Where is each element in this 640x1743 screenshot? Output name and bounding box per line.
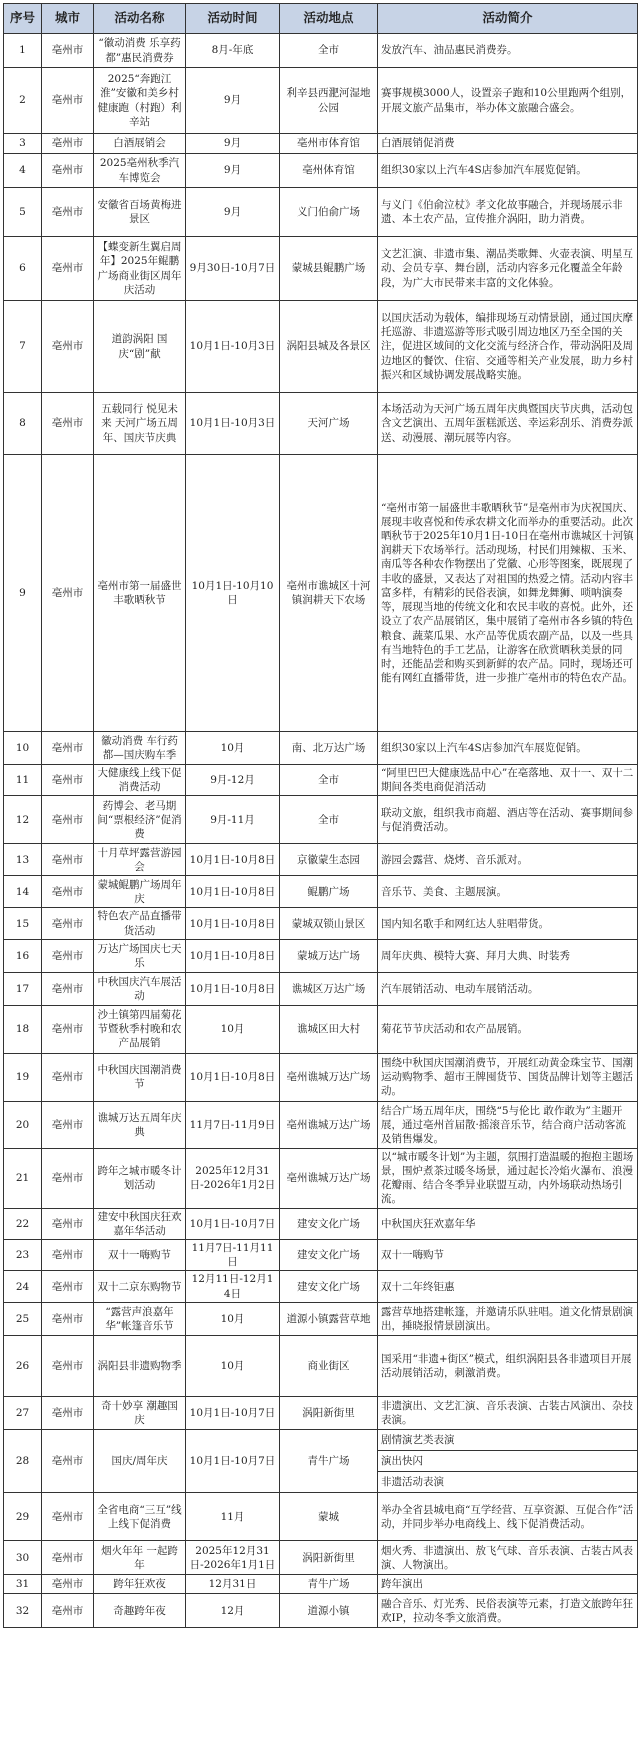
cell-city: 亳州市	[42, 1594, 94, 1628]
cell-time: 11月7日-11月9日	[186, 1101, 280, 1148]
cell-city: 亳州市	[42, 765, 94, 796]
cell-desc: 围绕中秋国庆国潮消费节，开展红动黄金珠宝节、国潮运动购物季、超市王牌囤货节、国货品牌计划等主题活动。	[378, 1053, 638, 1101]
cell-name: 白酒展销会	[94, 134, 186, 154]
cell-place: 涡阳新街里	[280, 1396, 378, 1429]
cell-time: 10月1日-10月7日	[186, 1429, 280, 1493]
cell-name: 安徽省百场黄梅进景区	[94, 188, 186, 237]
cell-city: 亳州市	[42, 1575, 94, 1594]
cell-desc: 音乐节、美食、主题展演。	[378, 876, 638, 908]
cell-place: 青牛广场	[280, 1429, 378, 1493]
cell-name: 谯城万达五周年庆典	[94, 1101, 186, 1148]
cell-name: 建安中秋国庆狂欢嘉年华活动	[94, 1208, 186, 1239]
cell-time: 12月	[186, 1594, 280, 1628]
cell-no: 2	[4, 68, 42, 134]
table-row	[4, 1208, 638, 1239]
cell-name: 道韵涡阳 国庆“剧”献	[94, 301, 186, 393]
cell-city: 亳州市	[42, 1396, 94, 1429]
cell-desc: 菊花节节庆活动和农产品展销。	[378, 1005, 638, 1053]
cell-desc: 中秋国庆狂欢嘉年华	[378, 1208, 638, 1239]
cell-city: 亳州市	[42, 455, 94, 732]
cell-no: 15	[4, 908, 42, 939]
cell-desc: 周年庆典、模特大赛、拜月大典、时装秀	[378, 939, 638, 972]
cell-desc: 本场活动为天河广场五周年庆典暨国庆节庆典，活动包含文艺演出、五周年蛋糕派送、幸运彩刮乐、消费券派送、动漫展、潮玩展等内容。	[378, 393, 638, 455]
cell-time: 12月31日	[186, 1575, 280, 1594]
cell-city: 亳州市	[42, 732, 94, 765]
header-place: 活动地点	[280, 4, 378, 34]
cell-time: 11月	[186, 1493, 280, 1541]
cell-time: 9月	[186, 154, 280, 188]
table-row	[4, 1541, 638, 1575]
cell-no: 21	[4, 1148, 42, 1208]
cell-no: 3	[4, 134, 42, 154]
cell-city: 亳州市	[42, 34, 94, 68]
cell-no: 24	[4, 1271, 42, 1302]
cell-desc: 举办全省县城电商“互学经营、互享资源、互促合作”活动，并同步举办电商线上、线下促消费活动。	[378, 1493, 638, 1541]
cell-place: 建安文化广场	[280, 1208, 378, 1239]
cell-city: 亳州市	[42, 1053, 94, 1101]
cell-time: 10月1日-10月7日	[186, 1396, 280, 1429]
cell-desc: 组织30家以上汽车4S店参加汽车展览促销。	[378, 732, 638, 765]
table-row	[4, 455, 638, 732]
cell-city: 亳州市	[42, 1335, 94, 1396]
cell-no: 5	[4, 188, 42, 237]
cell-desc: “阿里巴巴大健康选品中心”在亳落地、双十一、双十二期间各类电商促消活动	[378, 765, 638, 796]
cell-time: 2025年12月31日-2026年1月2日	[186, 1148, 280, 1208]
cell-desc: 双十一嗨购节	[378, 1240, 638, 1271]
cell-place: 谯城区万达广场	[280, 972, 378, 1005]
cell-no: 12	[4, 796, 42, 844]
cell-name: 2025亳州秋季汽车博览会	[94, 154, 186, 188]
header-name: 活动名称	[94, 4, 186, 34]
cell-city: 亳州市	[42, 68, 94, 134]
cell-city: 亳州市	[42, 972, 94, 1005]
table-row	[4, 908, 638, 939]
table-row	[4, 1335, 638, 1396]
cell-time: 12月11日-12月14日	[186, 1271, 280, 1302]
cell-place: 蒙城县鲲鹏广场	[280, 237, 378, 301]
cell-name: 大健康线上线下促消费活动	[94, 765, 186, 796]
cell-no: 27	[4, 1396, 42, 1429]
cell-no: 13	[4, 844, 42, 876]
cell-no: 7	[4, 301, 42, 393]
cell-name: 跨年狂欢夜	[94, 1575, 186, 1594]
cell-city: 亳州市	[42, 1493, 94, 1541]
cell-place: 亳州谯城万达广场	[280, 1101, 378, 1148]
cell-time: 10月1日-10月10日	[186, 455, 280, 732]
cell-name: 十月草坪露营游园会	[94, 844, 186, 876]
table-row	[4, 34, 638, 68]
cell-name: 万达广场国庆七天乐	[94, 939, 186, 972]
table-row	[4, 1594, 638, 1628]
cell-city: 亳州市	[42, 876, 94, 908]
cell-place: 天河广场	[280, 393, 378, 455]
cell-desc: 发放汽车、油品惠民消费券。	[378, 34, 638, 68]
cell-place: 利辛县西淝河湿地公园	[280, 68, 378, 134]
cell-desc: 以国庆活动为载体，编排现场互动情景剧，通过国庆摩托巡游、非遗巡游等形式吸引周边地区乃至全国的关注，促进区域间的文化交流与经济合作，带动涡阳及周边地区的餐饮、住宿、交通等相关产业发展，助力乡村振兴和区域协调发展战略实施。	[378, 301, 638, 393]
cell-name: 中秋国庆国潮消费节	[94, 1053, 186, 1101]
cell-time: 9月	[186, 134, 280, 154]
cell-no: 31	[4, 1575, 42, 1594]
cell-place: 南、北万达广场	[280, 732, 378, 765]
cell-desc: 汽车展销活动、电动车展销活动。	[378, 972, 638, 1005]
cell-time: 9月	[186, 188, 280, 237]
cell-place: 亳州谯城万达广场	[280, 1053, 378, 1101]
header-city: 城市	[42, 4, 94, 34]
cell-desc: 白酒展销促消费	[378, 134, 638, 154]
cell-desc: “亳州市第一届盛世丰歌晒秋节”是亳州市为庆祝国庆、展现丰收喜悦和传承农耕文化而举办的重要活动。此次晒秋节于2025年10月1日-10日在亳州市谯城区十河镇润耕天下农场举行。活动现场，村民们用辣椒、玉米、南瓜等各种农作物摆出了党徽、心形等图案，既展现了丰收的盛景，又表达了对祖国的热爱之情。活动内容丰富多样，有精彩的民俗表演，如舞龙舞狮、唢呐演奏等，展现当地的传统文化和农民丰收的喜悦。此外，还设立了农产品展销区，集中展销了亳州市各乡镇的特色粮食、蔬菜瓜果、水产品等优质农副产品，以及一些具有当地特色的手工艺品，让游客在欣赏晒秋美景的同时，还能品尝和购买到新鲜的农产品。同时，现场还可能有网红直播带货，进一步推广亳州市的特色农产品。	[378, 455, 638, 732]
cell-place: 京徽蒙生态园	[280, 844, 378, 876]
cell-place: 全市	[280, 796, 378, 844]
table-row	[4, 134, 638, 154]
table-row	[4, 732, 638, 765]
cell-no: 23	[4, 1240, 42, 1271]
cell-time: 8月-年底	[186, 34, 280, 68]
cell-name: 涡阳县非遗购物季	[94, 1335, 186, 1396]
cell-place: 亳州谯城万达广场	[280, 1148, 378, 1208]
cell-place: 道源小镇露营草地	[280, 1302, 378, 1335]
cell-time: 10月	[186, 1302, 280, 1335]
cell-place: 建安文化广场	[280, 1271, 378, 1302]
cell-no: 30	[4, 1541, 42, 1575]
table-row	[4, 301, 638, 393]
cell-city: 亳州市	[42, 908, 94, 939]
cell-no: 25	[4, 1302, 42, 1335]
events-table	[3, 3, 638, 1628]
header-desc: 活动简介	[378, 4, 638, 34]
cell-name: 特色农产品直播带货活动	[94, 908, 186, 939]
cell-desc: 以“城市暖冬计划”为主题，氛围打造温暖的抱抱主题场景，围炉煮茶过暖冬场景，通过起长冷焰火瀑布、浪漫花瓣雨、结合冬季异业联盟互动，内外场联动热场引流。	[378, 1148, 638, 1208]
table-row	[4, 876, 638, 908]
cell-name: 奇趣跨年夜	[94, 1594, 186, 1628]
cell-time: 9月30日-10月7日	[186, 237, 280, 301]
cell-no: 28	[4, 1429, 42, 1493]
cell-city: 亳州市	[42, 188, 94, 237]
cell-name: 跨年之城市暖冬计划活动	[94, 1148, 186, 1208]
cell-place: 涡阳新街里	[280, 1541, 378, 1575]
cell-desc-item: 剧情演艺类表演	[381, 1433, 455, 1446]
cell-city: 亳州市	[42, 393, 94, 455]
cell-no: 19	[4, 1053, 42, 1101]
cell-no: 17	[4, 972, 42, 1005]
cell-desc: 跨年演出	[378, 1575, 638, 1594]
cell-name: 国庆/周年庆	[94, 1429, 186, 1493]
cell-desc: 烟火秀、非遗演出、敖飞气球、音乐表演、古装古风表演、人物演出。	[378, 1541, 638, 1575]
cell-name: 亳州市第一届盛世丰歌晒秋节	[94, 455, 186, 732]
cell-city: 亳州市	[42, 1429, 94, 1493]
cell-no: 6	[4, 237, 42, 301]
cell-city: 亳州市	[42, 1208, 94, 1239]
cell-place: 道源小镇	[280, 1594, 378, 1628]
cell-time: 10月1日-10月8日	[186, 844, 280, 876]
cell-place: 义门伯俞广场	[280, 188, 378, 237]
table-row	[4, 1101, 638, 1148]
table-row	[4, 796, 638, 844]
header-time: 活动时间	[186, 4, 280, 34]
cell-desc: 游园会露营、烧烤、音乐派对。	[378, 844, 638, 876]
cell-no: 1	[4, 34, 42, 68]
table-row	[4, 68, 638, 134]
cell-no: 8	[4, 393, 42, 455]
cell-no: 14	[4, 876, 42, 908]
cell-time: 9月-11月	[186, 796, 280, 844]
cell-time: 10月1日-10月7日	[186, 1208, 280, 1239]
cell-no: 22	[4, 1208, 42, 1239]
cell-time: 9月-12月	[186, 765, 280, 796]
table-row	[4, 188, 638, 237]
table-row	[4, 939, 638, 972]
table-row	[4, 1575, 638, 1594]
cell-city: 亳州市	[42, 1302, 94, 1335]
cell-name: 2025“奔跑江淮”安徽和美乡村健康跑（村跑）利辛站	[94, 68, 186, 134]
cell-time: 2025年12月31日-2026年1月1日	[186, 1541, 280, 1575]
cell-time: 10月1日-10月3日	[186, 393, 280, 455]
cell-desc: 文艺汇演、非遗市集、潮品类歌舞、火壶表演、明星互动、会员专享、舞台剧，活动内容多元化覆盖全年龄段，为广大市民带来丰富的文化体验。	[378, 237, 638, 301]
cell-no: 18	[4, 1005, 42, 1053]
cell-desc: 赛事规模3000人，设置亲子跑和10公里跑两个组别，开展文旅产品集市，举办体文旅融合盛会。	[378, 68, 638, 134]
cell-no: 26	[4, 1335, 42, 1396]
cell-city: 亳州市	[42, 1005, 94, 1053]
cell-name: 蒙城鲲鹏广场周年庆	[94, 876, 186, 908]
cell-name: 沙土镇第四届菊花节暨秋季村晚和农产品展销	[94, 1005, 186, 1053]
cell-city: 亳州市	[42, 939, 94, 972]
cell-place: 亳州市谯城区十河镇润耕天下农场	[280, 455, 378, 732]
table-row	[4, 765, 638, 796]
cell-desc: 非遗演出、文艺汇演、音乐表演、古装古风演出、杂技表演。	[378, 1396, 638, 1429]
cell-place: 蒙城双锁山景区	[280, 908, 378, 939]
cell-desc: 融合音乐、灯光秀、民俗表演等元素，打造文旅跨年狂欢IP，拉动冬季文旅消费。	[378, 1594, 638, 1628]
header-no: 序号	[4, 4, 42, 34]
table-row	[4, 237, 638, 301]
cell-place: 亳州体育馆	[280, 154, 378, 188]
cell-city: 亳州市	[42, 154, 94, 188]
cell-time: 10月1日-10月8日	[186, 1053, 280, 1101]
cell-no: 20	[4, 1101, 42, 1148]
cell-time: 11月7日-11月11日	[186, 1240, 280, 1271]
table-row	[4, 154, 638, 188]
cell-name: “露营声浪嘉年华”帐篷音乐节	[94, 1302, 186, 1335]
cell-time: 10月1日-10月8日	[186, 972, 280, 1005]
table-row	[4, 1053, 638, 1101]
table-row	[4, 1493, 638, 1541]
table-row	[4, 844, 638, 876]
cell-desc: 与义门《伯俞泣杖》孝文化故事融合，并现场展示非遗、本土农产品，宣传推介涡阳，助力消费。	[378, 188, 638, 237]
cell-time: 10月1日-10月8日	[186, 908, 280, 939]
cell-time: 10月1日-10月3日	[186, 301, 280, 393]
cell-place: 青牛广场	[280, 1575, 378, 1594]
cell-city: 亳州市	[42, 1541, 94, 1575]
cell-place: 商业街区	[280, 1335, 378, 1396]
table-row	[4, 1005, 638, 1053]
cell-city: 亳州市	[42, 134, 94, 154]
table-row	[4, 1396, 638, 1429]
cell-place: 建安文化广场	[280, 1240, 378, 1271]
cell-city: 亳州市	[42, 1240, 94, 1271]
cell-name: 双十二京东购物节	[94, 1271, 186, 1302]
cell-desc: 国采用“非遗+街区”模式，组织涡阳县各非遗项目开展活动展销活动，刺激消费。	[378, 1335, 638, 1396]
cell-desc: 双十二年终钜惠	[378, 1271, 638, 1302]
cell-no: 29	[4, 1493, 42, 1541]
cell-time: 10月1日-10月8日	[186, 939, 280, 972]
cell-name: 奇十妙享 潮趣国庆	[94, 1396, 186, 1429]
cell-city: 亳州市	[42, 1101, 94, 1148]
table-row	[4, 1429, 638, 1493]
cell-time: 10月1日-10月8日	[186, 876, 280, 908]
cell-place: 谯城区田大村	[280, 1005, 378, 1053]
cell-place: 蒙城万达广场	[280, 939, 378, 972]
cell-desc: 露营草地搭建帐篷，并邀请乐队驻唱。道文化情景剧演出，捶晓报情景剧演出。	[378, 1302, 638, 1335]
cell-place: 蒙城	[280, 1493, 378, 1541]
header-row	[4, 4, 638, 34]
cell-no: 9	[4, 455, 42, 732]
cell-name: 【蝶变新生翼启周年】2025年鲲鹏广场商业街区周年庆活动	[94, 237, 186, 301]
cell-name: 中秋国庆汽车展活动	[94, 972, 186, 1005]
cell-no: 4	[4, 154, 42, 188]
cell-place: 全市	[280, 765, 378, 796]
cell-place: 全市	[280, 34, 378, 68]
table-row	[4, 1271, 638, 1302]
cell-city: 亳州市	[42, 1148, 94, 1208]
cell-city: 亳州市	[42, 1271, 94, 1302]
cell-desc: 国内知名歌手和网红达人驻唱带货。	[378, 908, 638, 939]
cell-place: 涡阳县城及各景区	[280, 301, 378, 393]
cell-name: 徽动消费 车行药都—国庆购车季	[94, 732, 186, 765]
cell-city: 亳州市	[42, 796, 94, 844]
cell-desc	[378, 1429, 638, 1493]
cell-time: 10月	[186, 732, 280, 765]
cell-city: 亳州市	[42, 237, 94, 301]
cell-place: 鲲鹏广场	[280, 876, 378, 908]
cell-no: 16	[4, 939, 42, 972]
cell-no: 11	[4, 765, 42, 796]
table-body	[4, 34, 638, 1628]
cell-desc-item: 演出快闪	[378, 1450, 637, 1471]
cell-time: 9月	[186, 68, 280, 134]
cell-name: 双十一嗨购节	[94, 1240, 186, 1271]
cell-name: 烟火年年 一起跨年	[94, 1541, 186, 1575]
cell-desc: 结合广场五周年庆，围绕“5与伦比 敢作敢为”主题开展，通过亳州首届散·摇滚音乐节，结合商户活动客流及销售爆发。	[378, 1101, 638, 1148]
table-row	[4, 1148, 638, 1208]
cell-desc: 组织30家以上汽车4S店参加汽车展览促销。	[378, 154, 638, 188]
cell-time: 10月	[186, 1005, 280, 1053]
cell-no: 32	[4, 1594, 42, 1628]
cell-name: 药博会、老马期间“票根经济”促消费	[94, 796, 186, 844]
cell-name: 全省电商“三互”线上线下促消费	[94, 1493, 186, 1541]
cell-no: 10	[4, 732, 42, 765]
table-row	[4, 393, 638, 455]
cell-desc: 联动文旅，组织我市商超、酒店等在活动、赛事期间参与促消费活动。	[378, 796, 638, 844]
cell-name: “徽动消费 乐享药都”惠民消费券	[94, 34, 186, 68]
table-row	[4, 1302, 638, 1335]
cell-city: 亳州市	[42, 844, 94, 876]
cell-city: 亳州市	[42, 301, 94, 393]
table-row	[4, 972, 638, 1005]
cell-time: 10月	[186, 1335, 280, 1396]
cell-place: 亳州市体育馆	[280, 134, 378, 154]
table-row	[4, 1240, 638, 1271]
cell-desc-item: 非遗活动表演	[378, 1471, 637, 1492]
cell-name: 五载同行 悦见未来 天河广场五周年、国庆节庆典	[94, 393, 186, 455]
